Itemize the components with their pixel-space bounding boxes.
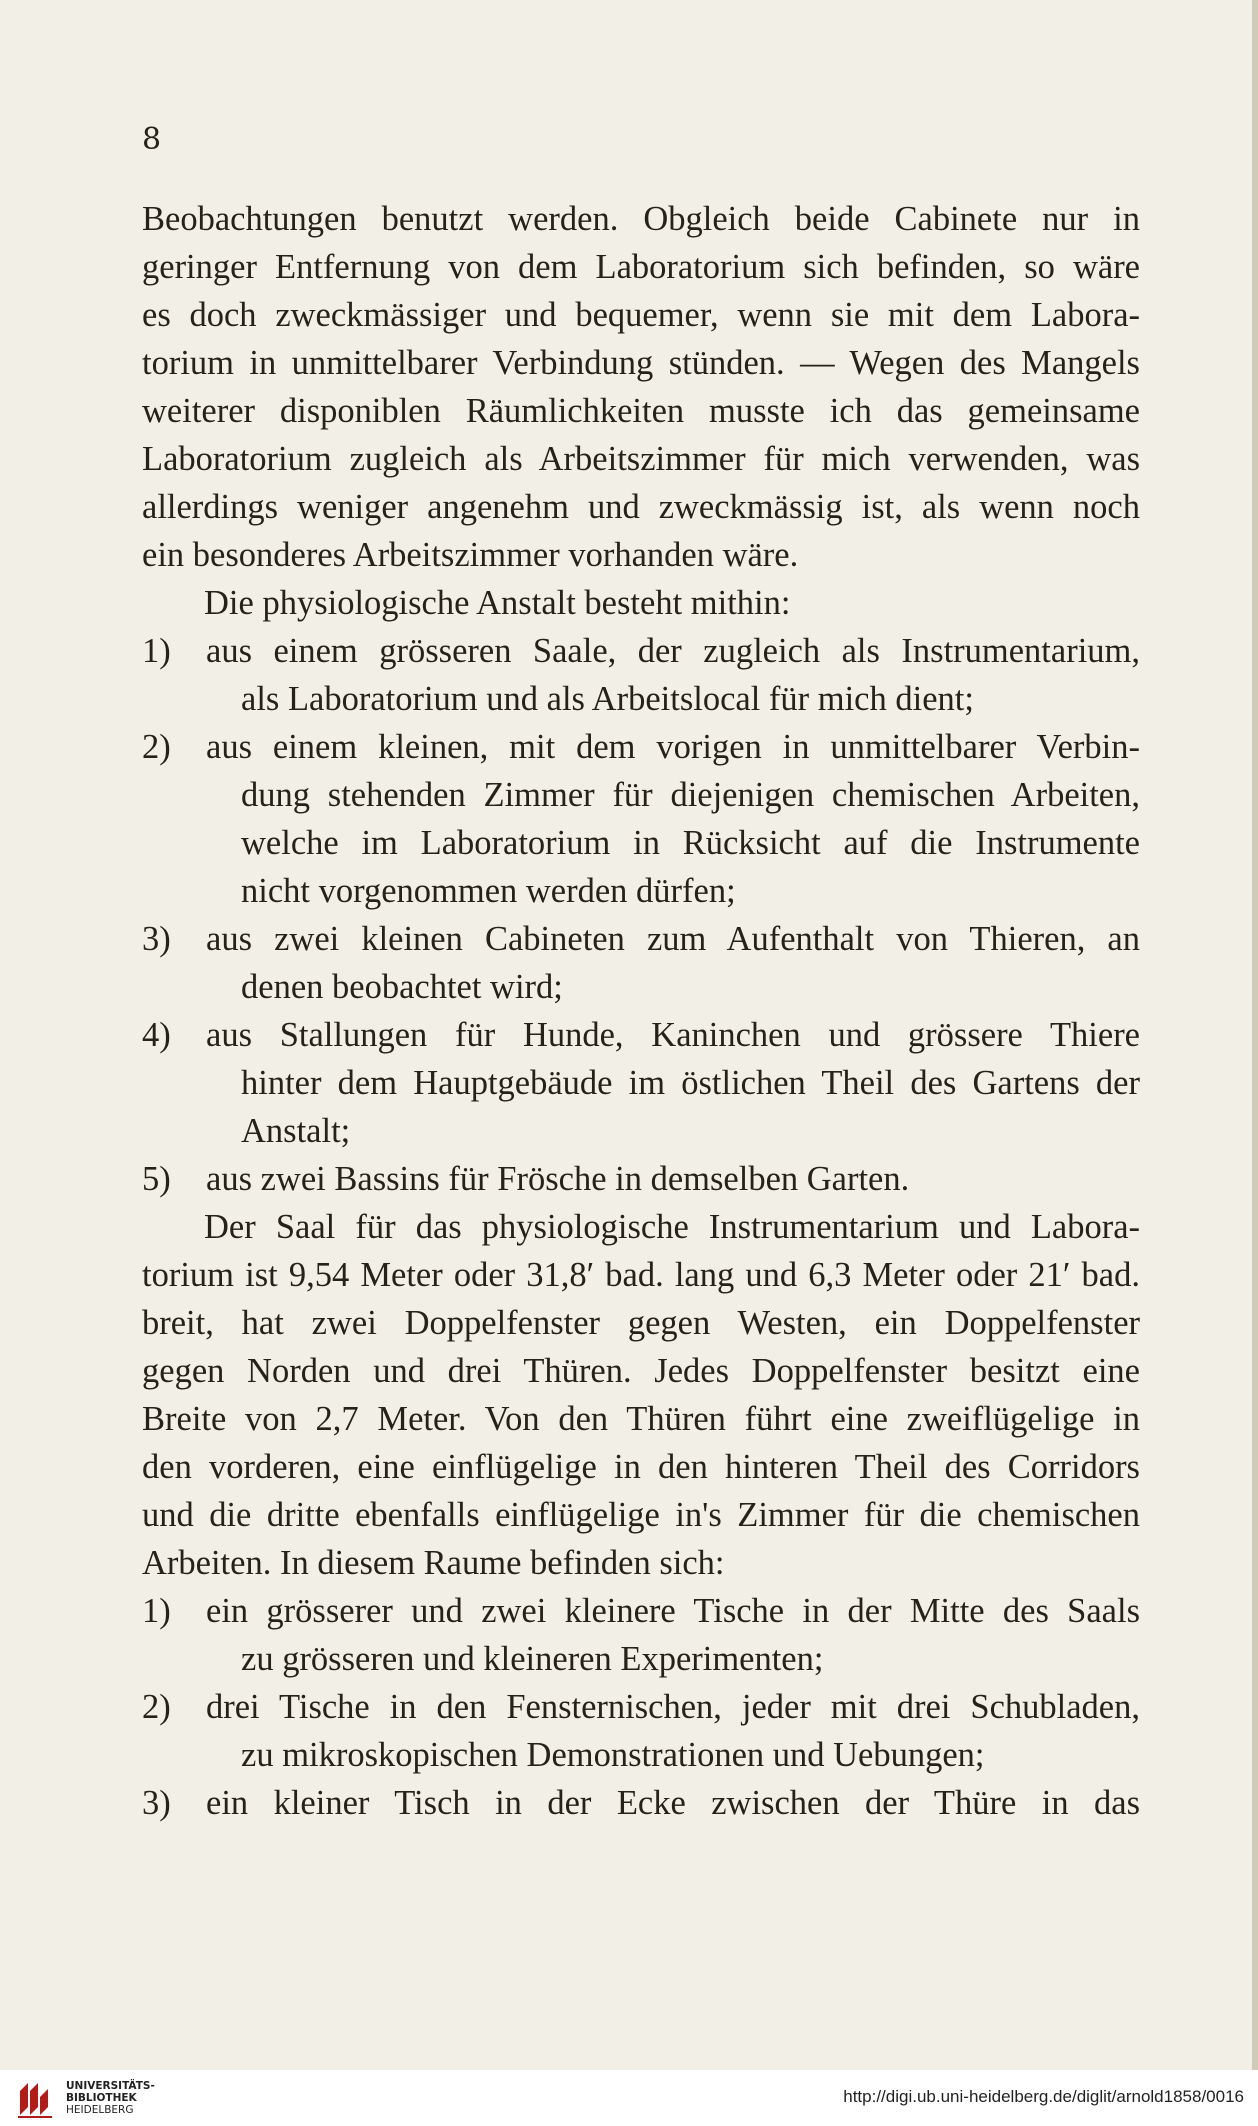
list-item	[142, 1011, 1140, 1059]
list-item	[142, 1155, 1140, 1203]
library-name	[66, 2080, 155, 2116]
list-number: 5)	[142, 1160, 171, 1198]
paragraph-2	[142, 1203, 1140, 1587]
text-body	[142, 195, 1140, 1827]
library-name-line: BIBLIOTHEK	[66, 2092, 137, 2104]
text-line: Laboratorium zugleich als Arbeitszimmer für mich verwenden, was	[142, 440, 1140, 478]
list-number: 4)	[142, 1016, 171, 1054]
list-text: ein grösserer und zwei kleinere Tische in der Mitte des Saals	[206, 1592, 1140, 1630]
paragraph-1	[142, 195, 1140, 579]
list-number: 1)	[142, 632, 171, 670]
text-line: allerdings weniger angenehm und zweckmässig ist, als wenn noch	[142, 488, 1140, 526]
list-item	[142, 627, 1140, 675]
text-line: Breite von 2,7 Meter. Von den Thüren führt eine zweiflügelige in	[142, 1400, 1140, 1438]
list-item-continuation: zu mikroskopischen Demonstrationen und Uebungen;	[241, 1736, 985, 1774]
library-name-line: UNIVERSITÄTS-	[66, 2080, 155, 2092]
text-line: breit, hat zwei Doppelfenster gegen Westen, ein Doppelfenster	[142, 1304, 1140, 1342]
list-text: aus zwei Bassins für Frösche in demselben Garten.	[206, 1160, 910, 1198]
university-library-logo-icon	[14, 2077, 58, 2121]
library-name-line: HEIDELBERG	[66, 2104, 134, 2116]
intro-line: Die physiologische Anstalt besteht mithin:	[204, 584, 791, 622]
text-line: es doch zweckmässiger und bequemer, wenn sie mit dem Labora-	[142, 296, 1140, 334]
list-text: drei Tische in den Fensternischen, jeder mit drei Schubladen,	[206, 1688, 1140, 1726]
digitization-footer	[0, 2070, 1258, 2126]
list-item	[142, 915, 1140, 963]
list-item-continuation: zu grösseren und kleineren Experimenten;	[241, 1640, 824, 1678]
list-text: ein kleiner Tisch in der Ecke zwischen der Thüre in das	[206, 1784, 1140, 1822]
text-line: gegen Norden und drei Thüren. Jedes Doppelfenster besitzt eine	[142, 1352, 1140, 1390]
list-text: aus einem kleinen, mit dem vorigen in unmittelbarer Verbin-	[206, 728, 1140, 766]
list-item	[142, 1683, 1140, 1731]
list-item-continuation: als Laboratorium und als Arbeitslocal für mich dient;	[241, 680, 974, 718]
text-line: ein besonderes Arbeitszimmer vorhanden wäre.	[142, 536, 799, 574]
room-contents-list	[142, 1587, 1140, 1827]
text-line: torium in unmittelbarer Verbindung stünden. — Wegen des Mangels	[142, 344, 1140, 382]
list-item-continuation: nicht vorgenommen werden dürfen;	[241, 872, 736, 910]
text-line: torium ist 9,54 Meter oder 31,8′ bad. lang und 6,3 Meter oder 21′ bad.	[142, 1256, 1140, 1294]
list-number: 2)	[142, 728, 171, 766]
list-number: 2)	[142, 1688, 171, 1726]
list-item-continuation: dung stehenden Zimmer für diejenigen chemischen Arbeiten,	[241, 776, 1140, 814]
page-edge	[1252, 0, 1258, 2070]
text-line: weiterer disponiblen Räumlichkeiten musste ich das gemeinsame	[142, 392, 1140, 430]
text-line: den vorderen, eine einflügelige in den hinteren Theil des Corridors	[142, 1448, 1140, 1486]
page-number: 8	[142, 122, 162, 157]
list-item	[142, 723, 1140, 771]
list-item-continuation: Anstalt;	[241, 1112, 351, 1150]
list-item	[142, 1779, 1140, 1827]
text-line: geringer Entfernung von dem Laboratorium sich befinden, so wäre	[142, 248, 1140, 286]
list-text: aus Stallungen für Hunde, Kaninchen und grössere Thiere	[206, 1016, 1140, 1054]
text-line: Arbeiten. In diesem Raume befinden sich:	[142, 1544, 725, 1582]
list-item-continuation: welche im Laboratorium in Rücksicht auf die Instrumente	[241, 824, 1140, 862]
facility-list	[142, 627, 1140, 1203]
list-item-continuation: hinter dem Hauptgebäude im östlichen Theil des Gartens der	[241, 1064, 1140, 1102]
list-item-continuation: denen beobachtet wird;	[241, 968, 563, 1006]
list-number: 3)	[142, 1784, 171, 1822]
list-number: 1)	[142, 1592, 171, 1630]
source-url[interactable]: http://digi.ub.uni-heidelberg.de/diglit/arnold1858/0016	[843, 2087, 1244, 2106]
list-number: 3)	[142, 920, 171, 958]
text-line: und die dritte ebenfalls einflügelige in's Zimmer für die chemischen	[142, 1496, 1140, 1534]
list-text: aus zwei kleinen Cabineten zum Aufenthalt von Thieren, an	[206, 920, 1140, 958]
list-item	[142, 1587, 1140, 1635]
text-line: Beobachtungen benutzt werden. Obgleich beide Cabinete nur in	[142, 200, 1140, 238]
text-line: Der Saal für das physiologische Instrumentarium und Labora-	[204, 1208, 1140, 1246]
list-text: aus einem grösseren Saale, der zugleich als Instrumentarium,	[206, 632, 1140, 670]
